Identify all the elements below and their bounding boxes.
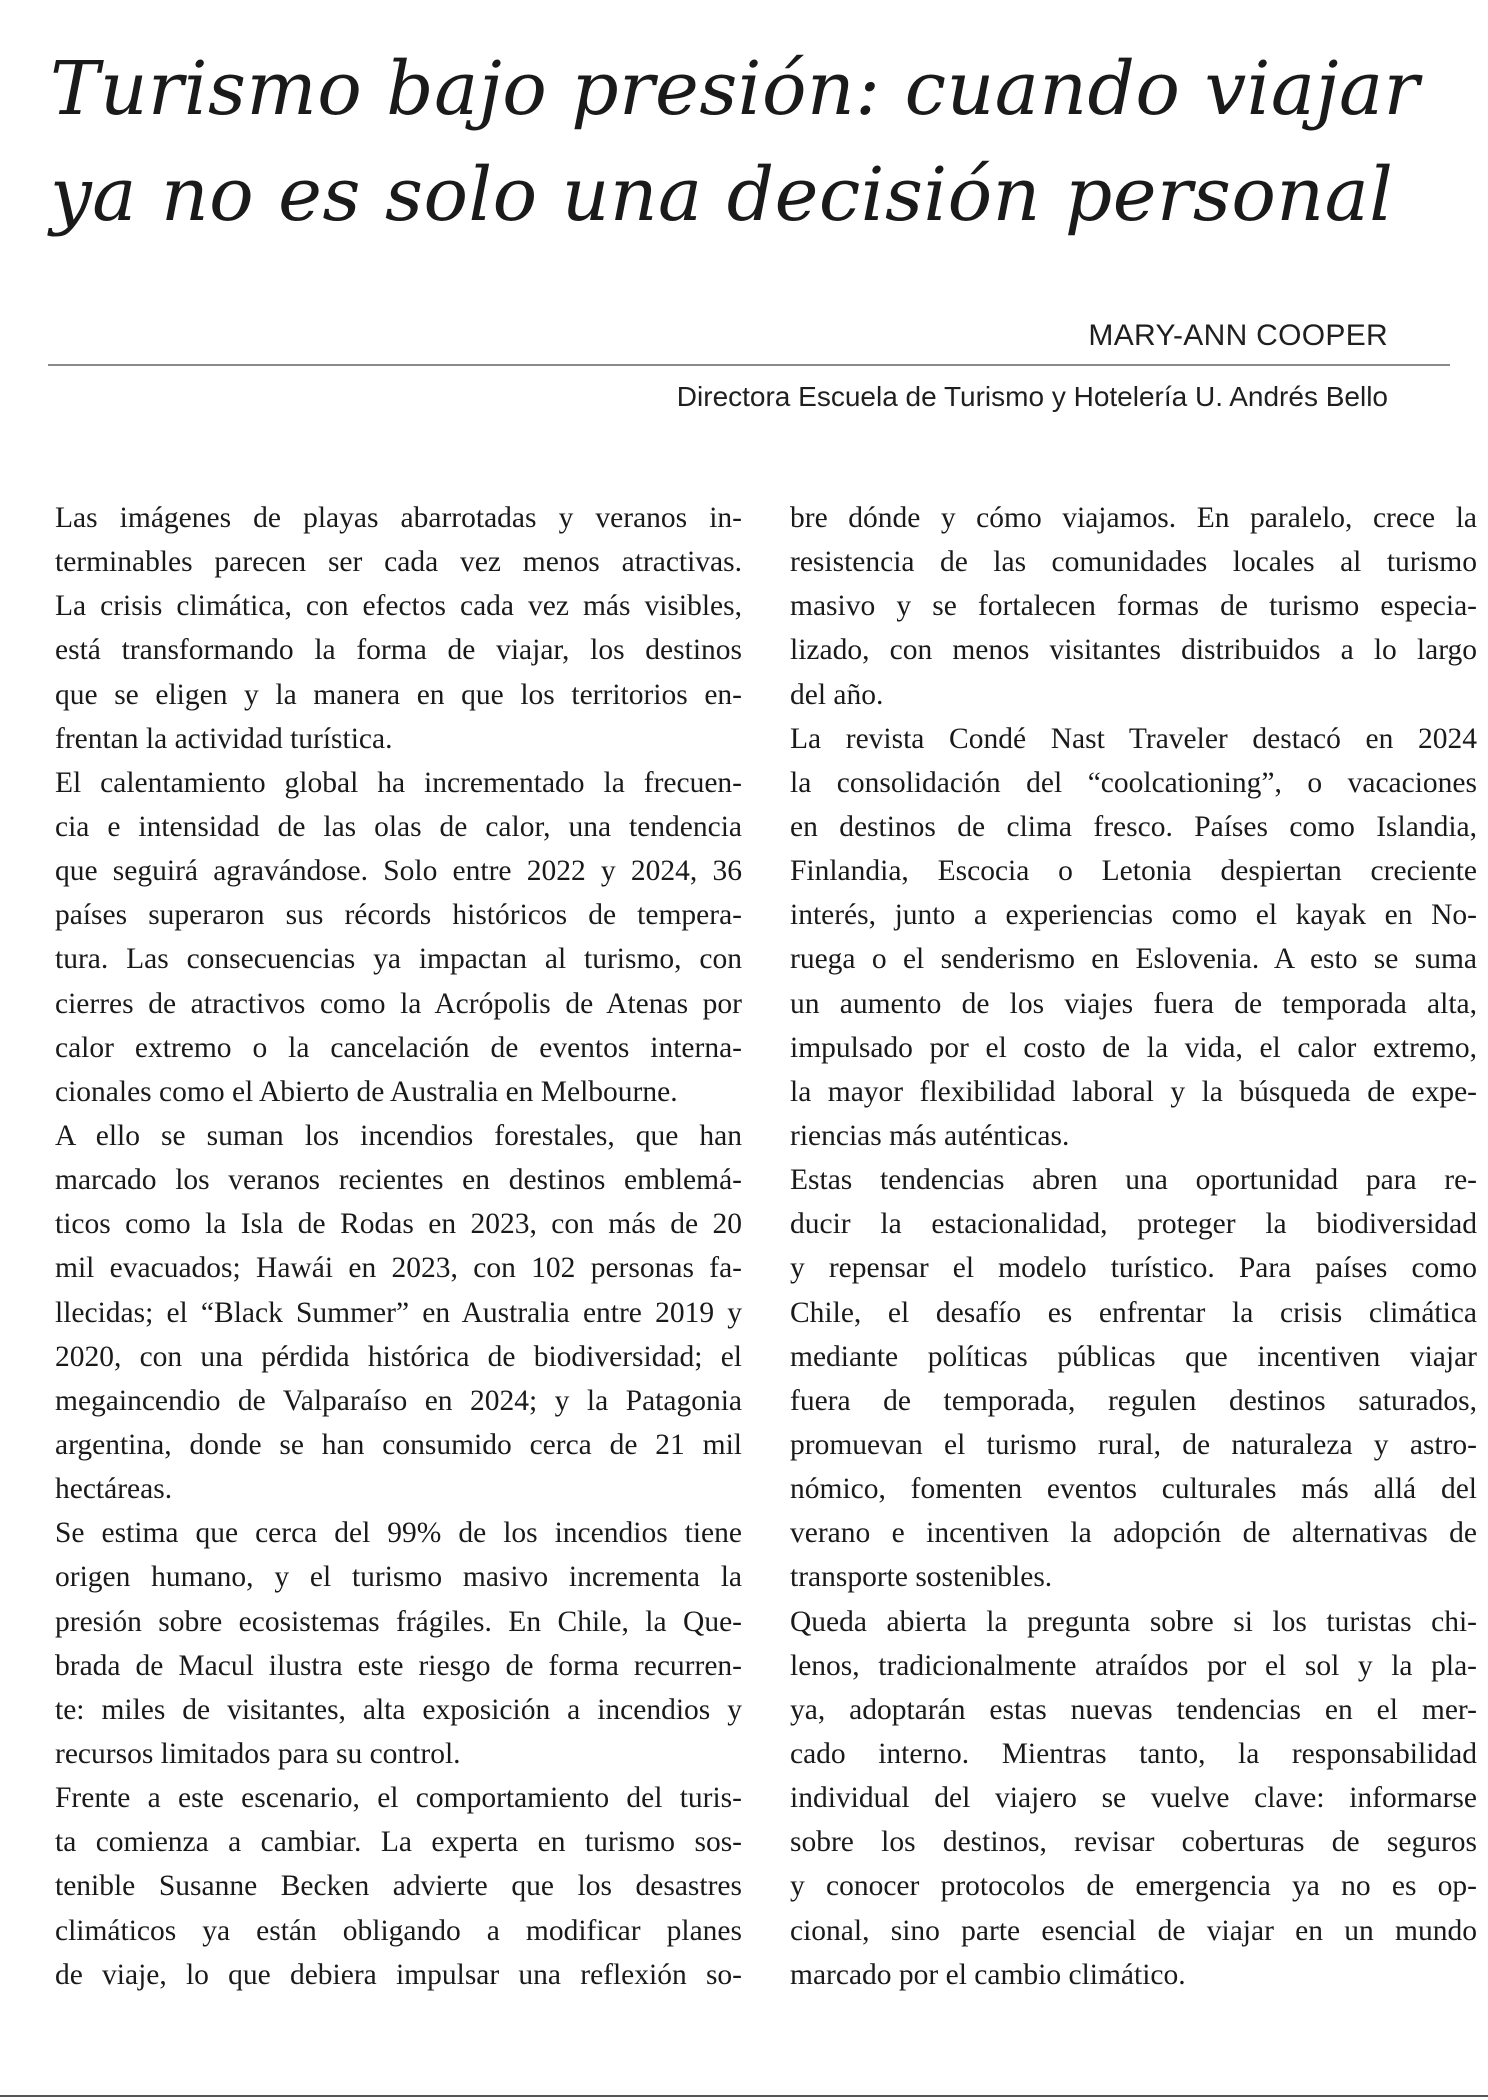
text-line: 2020, con una pérdida histórica de biodiversidad; el <box>55 1340 742 1373</box>
text-line: mil evacuados; Hawái en 2023, con 102 personas fa- <box>55 1252 742 1285</box>
text-line: la mayor flexibilidad laboral y la búsqueda de expe- <box>790 1075 1477 1108</box>
text-line: ducir la estacionalidad, proteger la biodiversidad <box>790 1208 1477 1241</box>
paragraph <box>55 1114 742 1511</box>
text-line: te: miles de visitantes, alta exposición a incendios y <box>55 1693 742 1726</box>
byline-divider <box>48 364 1450 366</box>
text-line: riencias más auténticas. <box>790 1119 1070 1152</box>
text-line: en destinos de clima fresco. Países como Islandia, <box>790 810 1477 843</box>
text-line: Finlandia, Escocia o Letonia despiertan creciente <box>790 855 1477 888</box>
text-line: individual del viajero se vuelve clave: informarse <box>790 1782 1477 1815</box>
text-line: tura. Las consecuencias ya impactan al turismo, con <box>55 943 742 976</box>
text-line: A ello se suman los incendios forestales, que han <box>55 1119 742 1152</box>
text-line: de viaje, lo que debiera impulsar una reflexión so- <box>55 1958 742 1991</box>
paragraph <box>55 761 742 1114</box>
headline-line-2: ya no es solo una decisión personal <box>50 152 1394 238</box>
text-line: climáticos ya están obligando a modificar planes <box>55 1914 742 1947</box>
paragraph <box>790 496 1477 717</box>
text-line: y conocer protocolos de emergencia ya no es op- <box>790 1870 1477 1903</box>
text-line: que se eligen y la manera en que los territorios en- <box>55 678 742 711</box>
text-line: bre dónde y cómo viajamos. En paralelo, crece la <box>790 502 1477 534</box>
text-line: ticos como la Isla de Rodas en 2023, con más de 20 <box>55 1208 742 1241</box>
paragraph <box>55 1511 742 1776</box>
text-line: frentan la actividad turística. <box>55 722 393 755</box>
text-line: la consolidación del “coolcationing”, o vacaciones <box>790 766 1477 799</box>
article-column-left <box>55 496 742 1997</box>
text-line: fuera de temporada, regulen destinos saturados, <box>790 1384 1477 1417</box>
text-line: verano e incentiven la adopción de alternativas de <box>790 1517 1477 1550</box>
text-line: nómico, fomenten eventos culturales más allá del <box>790 1473 1477 1506</box>
text-line: masivo y se fortalecen formas de turismo especia- <box>790 590 1477 623</box>
text-line: y repensar el modelo turístico. Para países como <box>790 1252 1477 1285</box>
author-name: MARY-ANN COOPER <box>1088 319 1388 352</box>
text-line: un aumento de los viajes fuera de temporada alta, <box>790 987 1477 1020</box>
text-line: recursos limitados para su control. <box>55 1737 461 1770</box>
page-bottom-rule <box>0 2095 1488 2097</box>
headline-line-1: Turismo bajo presión: cuando viajar <box>50 46 1420 132</box>
paragraph <box>55 496 742 761</box>
text-line: origen humano, y el turismo masivo incrementa la <box>55 1561 742 1594</box>
text-line: La crisis climática, con efectos cada vez más visibles, <box>55 590 742 623</box>
text-line: Frente a este escenario, el comportamiento del turis- <box>55 1782 742 1815</box>
text-line: que seguirá agravándose. Solo entre 2022 y 2024, 36 <box>55 855 742 888</box>
text-line: megaincendio de Valparaíso en 2024; y la Patagonia <box>55 1384 742 1417</box>
text-line: calor extremo o la cancelación de eventos interna- <box>55 1031 742 1064</box>
text-line: mediante políticas públicas que incentiven viajar <box>790 1340 1477 1373</box>
headline <box>50 36 1450 248</box>
text-line: marcado por el cambio climático. <box>790 1958 1186 1991</box>
text-line: marcado los veranos recientes en destinos emblemá- <box>55 1164 742 1197</box>
text-line: tenible Susanne Becken advierte que los desastres <box>55 1870 742 1903</box>
author-role: Directora Escuela de Turismo y Hotelería U. Andrés Bello <box>676 381 1388 412</box>
article-column-right <box>790 496 1477 1997</box>
text-line: impulsado por el costo de la vida, el calor extremo, <box>790 1031 1477 1064</box>
text-line: resistencia de las comunidades locales al turismo <box>790 546 1477 579</box>
text-line: del año. <box>790 678 884 711</box>
text-line: ta comienza a cambiar. La experta en turismo sos- <box>55 1826 742 1859</box>
text-line: está transformando la forma de viajar, los destinos <box>55 634 742 667</box>
paragraph <box>790 1158 1477 1599</box>
text-line: cierres de atractivos como la Acrópolis de Atenas por <box>55 987 742 1020</box>
text-line: ya, adoptarán estas nuevas tendencias en el mer- <box>790 1693 1477 1726</box>
text-line: hectáreas. <box>55 1473 173 1506</box>
paragraph <box>790 1600 1477 1997</box>
paragraph <box>55 1776 742 1997</box>
text-line: interés, junto a experiencias como el kayak en No- <box>790 899 1477 932</box>
text-line: argentina, donde se han consumido cerca de 21 mil <box>55 1428 742 1461</box>
text-line: Chile, el desafío es enfrentar la crisis climática <box>790 1296 1477 1329</box>
text-line: cional, sino parte esencial de viajar en un mundo <box>790 1914 1477 1947</box>
text-line: terminables parecen ser cada vez menos atractivas. <box>55 546 742 579</box>
paragraph <box>790 717 1477 1158</box>
text-line: cionales como el Abierto de Australia en Melbourne. <box>55 1075 678 1108</box>
text-line: promuevan el turismo rural, de naturaleza y astro- <box>790 1428 1477 1461</box>
text-line: lenos, tradicionalmente atraídos por el sol y la pla- <box>790 1649 1477 1682</box>
text-line: países superaron sus récords históricos de tempera- <box>55 899 742 932</box>
text-line: Las imágenes de playas abarrotadas y veranos in- <box>55 502 742 534</box>
text-line: brada de Macul ilustra este riesgo de forma recurren- <box>55 1649 742 1682</box>
text-line: El calentamiento global ha incrementado la frecuen- <box>55 766 742 799</box>
text-line: Estas tendencias abren una oportunidad para re- <box>790 1164 1477 1197</box>
text-line: Se estima que cerca del 99% de los incendios tiene <box>55 1517 742 1550</box>
text-line: transporte sostenibles. <box>790 1561 1053 1594</box>
text-line: cia e intensidad de las olas de calor, una tendencia <box>55 810 742 843</box>
text-line: llecidas; el “Black Summer” en Australia entre 2019 y <box>55 1296 742 1329</box>
text-line: ruega o el senderismo en Eslovenia. A esto se suma <box>790 943 1477 976</box>
text-line: La revista Condé Nast Traveler destacó en 2024 <box>790 722 1477 755</box>
text-line: cado interno. Mientras tanto, la responsabilidad <box>790 1737 1477 1770</box>
text-line: lizado, con menos visitantes distribuidos a lo largo <box>790 634 1477 667</box>
text-line: sobre los destinos, revisar coberturas de seguros <box>790 1826 1477 1859</box>
text-line: Queda abierta la pregunta sobre si los turistas chi- <box>790 1605 1477 1638</box>
text-line: presión sobre ecosistemas frágiles. En Chile, la Que- <box>55 1605 742 1638</box>
